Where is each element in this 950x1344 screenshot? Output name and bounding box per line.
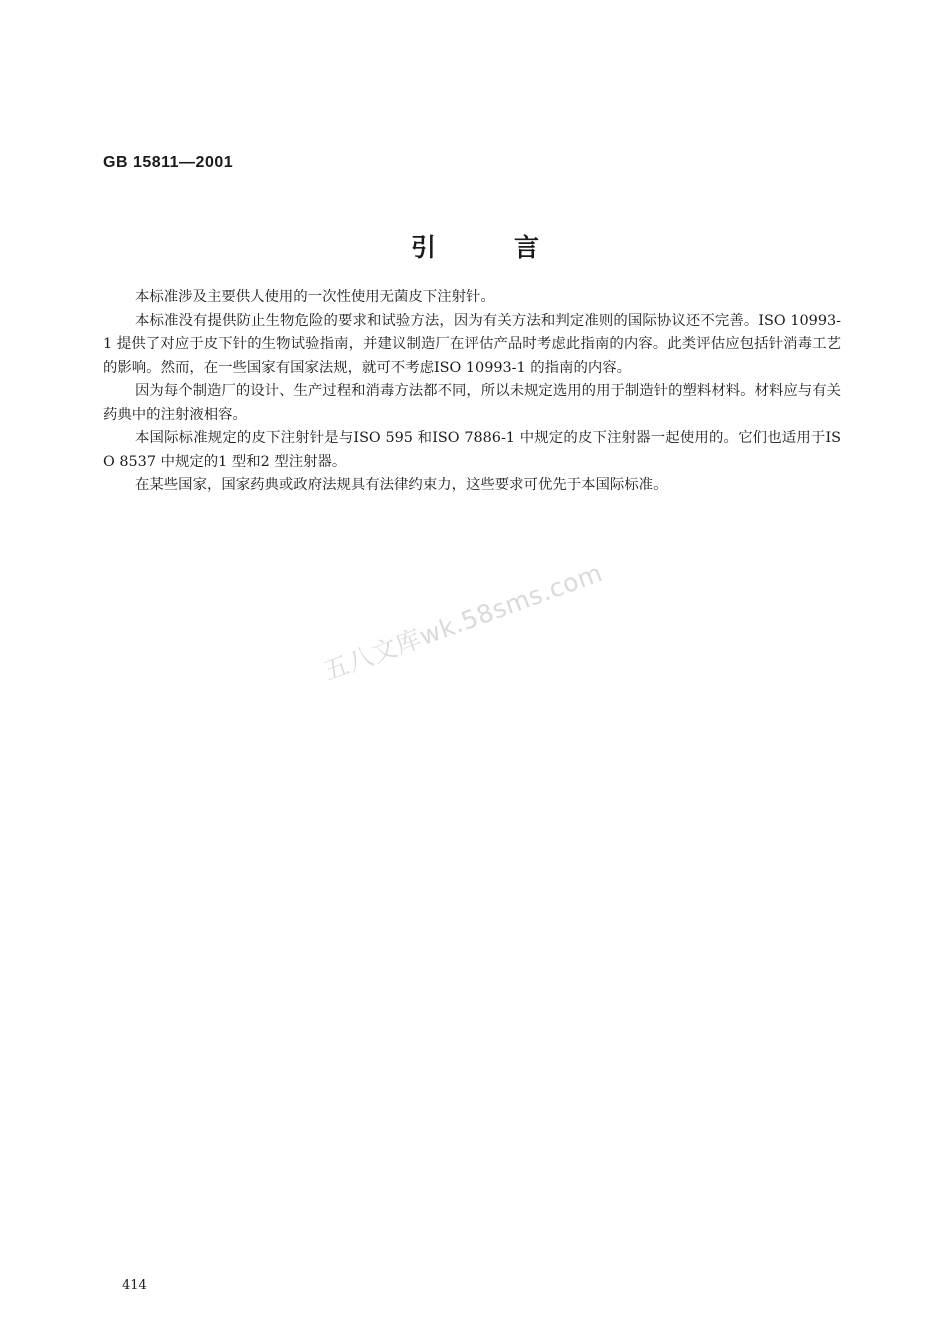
standard-number: GB 15811—2001 bbox=[103, 154, 234, 171]
watermark: 五八文库wk.58sms.com bbox=[319, 557, 607, 686]
paragraph: 本国际标准规定的皮下注射针是与ISO 595 和ISO 7886-1 中规定的皮下注射器一起使用的。它们也适用于ISO 8537 中规定的1 型和2 型注射器。 bbox=[103, 430, 841, 470]
paragraph: 本标准没有提供防止生物危险的要求和试验方法，因为有关方法和判定准则的国际协议还不完善。ISO 10993-1 提供了对应于皮下针的生物试验指南，并建议制造厂在评估产品时考虑此指南的内容。此类评估应包括针消毒工艺的影响。然而，在一些国家有国家法规，就可不考虑ISO 10993-1 的指南的内容。 bbox=[103, 312, 841, 376]
paragraph: 因为每个制造厂的设计、生产过程和消毒方法都不同，所以未规定选用的用于制造针的塑料材料。材料应与有关药典中的注射液相容。 bbox=[103, 383, 841, 423]
paragraph: 在某些国家，国家药典或政府法规具有法律约束力，这些要求可优先于本国际标准。 bbox=[135, 477, 668, 493]
page-number: 414 bbox=[122, 1278, 147, 1293]
page-title: 引言 bbox=[410, 233, 617, 262]
paragraph: 本标准涉及主要供人使用的一次性使用无菌皮下注射针。 bbox=[135, 289, 495, 305]
body-text bbox=[103, 286, 841, 498]
